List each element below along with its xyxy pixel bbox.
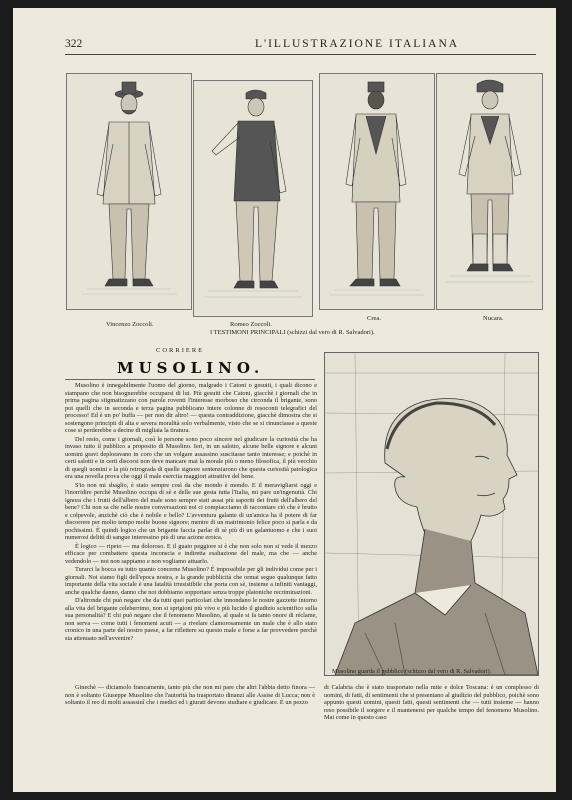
paragraph: Del resto, come i giornali, così le persone sono poco sincere nel giudicare la curiosità che ha invaso tutto il pubblico a proposito di Musolino. Ieri, in un salotto, alcune belle signore e alcuni uomini gravi deploravano in coro che un volgare assassino suscitasse tanto interesse; e poichè in certi salotti e in certi discorsi non deve mancare mai la morale più o meno filosofica, il più vecchio di quegli uomini e la più retrograda di quelle signore sentenziarono che questa curiosità patologica era una novella prova che oggi il male esercita maggiori attrattive del bene.	[65, 435, 317, 480]
paragraph: Turarci la bocca su tutto quanto concerne Musolino? È impossibile per gli individui come per i giornali. Noi siamo figli dell'epoca nostra, e la grande pubblicità che ormai segue qualunque fatto importante della vita sociale è una fatalità irresistibile che porta con sè, insieme a infiniti vantaggi, anche qualche danno, danno che noi dobbiamo sopportare senza troppe platoniche recriminazioni.	[65, 566, 317, 596]
figure-caption-3: Crea.	[367, 315, 381, 322]
portrait-caption: Musolino guarda il pubblico (schizzo dal vero di R. Salvadori).	[332, 668, 492, 675]
journal-title: L'ILLUSTRAZIONE ITALIANA	[255, 38, 460, 50]
standing-man-beret-figure	[437, 74, 542, 309]
paragraph: Musolino è innegabilmente l'uomo del giorno, malgrado i Catoni o gesuiti, i quali dicono e stampano che non bisognerebbe occuparsi di lui. Più gesuiti che Catoni, giacchè i giornali che in prima pagina stigmatizzano con parole roventi l'interesse morboso che circonda il brigante, sono poi quelli che in seconda e terza pagina pubblicano intere colonne di resoconti telegrafici del processo! Ed è un po' buffa — per non dir altro! — questa contraddizione, giacchè dimostra che si sostengono principii di alta e severa moralità solo verbalmente, visto che se si rinunciasse a queste cose si perderebbe a decine di migliaia la tiratura.	[65, 382, 317, 434]
page-number: 322	[65, 38, 83, 50]
paragraph: S'io non mi sbaglio, è stato sempre così da che mondo è mondo. E il meravigliarsi oggi e l'inorridire perchè Musolino occupa di sè e delle sue gesta tutta l'Italia, mi pare un'ingenuità. Chi ignora che i frutti dell'albero del male sono sempre stati assai più saporiti dei frutti dell'albero del bene? Chi non sa che nelle nostre conversazioni noi ci compiacciamo di raccontare ciò che è brutto e colpevole, anzichè ciò che è nobile e bello? L'avventura galante di un'amica ha il potere di far discorrere per molto tempo molte buone signore; mentre di un matrimonio felice poco si parla e da pochissimi. È quindi logico che un brigante faccia parlar di sè più di un galantuomo e che i suoi numerosi delitti di sangue interessino più di una azione eroica.	[65, 481, 317, 541]
article-left-column	[65, 382, 317, 682]
paragraph: D'altronde chi può negare che da tutti quei particolari che innondano le nostre gazzette intorno alla vita del brigante celeberrimo, non si sprigioni più vivo e più lucido il giudizio scientifico sulla sua personalità? E chi può negare che il fenomeno Musolino, al quale si fa tanto onore di réclame, non serva — come tutti i fenomeni acuti — a rivelare clamorosamente un male che è allo stato cronico in una parte del nostro paese, a far riflettere su questo male e forse a far provvedere perchè sia attenuato nell'avvenire?	[65, 597, 317, 642]
musolino-profile-sketch	[325, 353, 538, 675]
paragraph: Ginechè — diciamolo francamente, tanto più che non mi pare che altri l'abbia detto finora — non è soltanto Giuseppe Musolino che l'autorità ha trasportato dinanzi alle Assise di Lucca; non è soltanto il reo di molti assassinî che i medici ed i giurati devono studiare e giudicare. È un pezzo	[65, 684, 315, 706]
section-kicker: CORRIERE	[156, 347, 205, 354]
article-headline: MUSOLINO.	[117, 359, 265, 377]
standing-man-leaning-figure	[194, 81, 312, 316]
plate-crea	[319, 73, 435, 310]
magazine-page	[13, 8, 556, 792]
musolino-portrait	[324, 352, 539, 676]
standing-man-hat-figure	[67, 74, 191, 309]
article-bottom-left	[65, 684, 315, 740]
paragraph: È logico — ripeto — ma doloroso. E il guaio peggiore si è che non solo non si vede il mezzo efficace per combattere questa inconscia e indiretta esaltazione del male, ma che — anche vedendolo — noi non sappiamo e non vogliamo attuarlo.	[65, 542, 317, 565]
plate-nucara	[436, 73, 543, 310]
figure-caption-1: Vincenzo Zoccoli.	[106, 321, 154, 328]
page-header	[65, 38, 536, 52]
headline-rule	[65, 379, 315, 380]
paragraph: di Calabria che è stato trasportato nella mite e dolce Toscana: è un complesso di uomini, di fatti, di sentimenti che si presentano al giudizio del pubblico, poichè sono appunto questi uomini, questi fatti, questi sentimenti che — tutti insieme — hanno reso possibile il sorgere e il mantenersi per qualche tempo del fenomeno Musolino. Mai come in questo caso	[324, 684, 539, 721]
article-bottom-right	[324, 684, 539, 740]
figure-caption-4: Nucara.	[483, 315, 504, 322]
figures-group-caption: I TESTIMONI PRINCIPALI (schizzi dal vero di R. Salvadori).	[210, 329, 375, 336]
header-rule	[65, 54, 536, 55]
figure-caption-2: Romeo Zoccoli.	[230, 321, 272, 328]
plate-romeo-zoccoli	[193, 80, 313, 317]
plate-vincenzo-zoccoli	[66, 73, 192, 310]
standing-man-cap-figure	[320, 74, 434, 309]
